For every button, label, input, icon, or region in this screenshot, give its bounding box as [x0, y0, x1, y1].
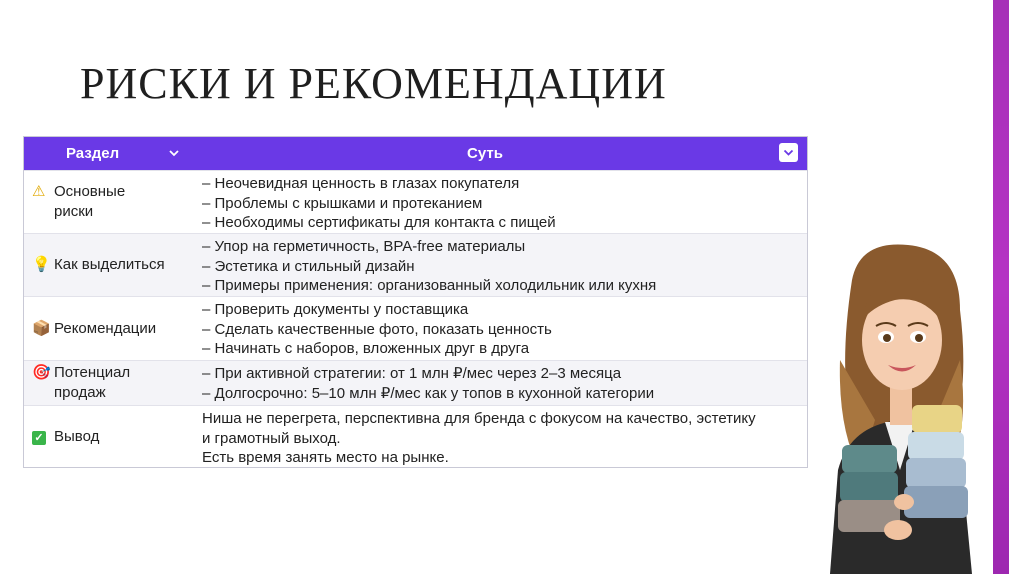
- check-icon: ✓: [32, 427, 50, 447]
- row-content: [202, 364, 654, 403]
- table-row: [24, 360, 807, 406]
- column-header-section[interactable]: Раздел: [66, 145, 120, 162]
- slide-title: РИСКИ И РЕКОМЕНДАЦИИ: [80, 59, 667, 108]
- content-line: – Неочевидная ценность в глазах покупателя: [202, 175, 520, 192]
- lightbulb-icon: 💡: [32, 256, 51, 273]
- content-line: Ниша не перегрета, перспективна для бренда с фокусом на качество, эстетику: [202, 410, 756, 427]
- content-line: – Сделать качественные фото, показать ценность: [202, 320, 552, 338]
- chevron-down-icon[interactable]: [167, 146, 181, 160]
- row-section: [32, 363, 154, 403]
- content-line: – Долгосрочно: 5–10 млн ₽/мес как у топов в кухонной категории: [202, 384, 655, 402]
- row-section: [32, 182, 154, 222]
- content-line: – Примеры применения: организованный холодильник или кухня: [202, 277, 657, 294]
- row-section: [32, 319, 156, 339]
- column-filter-button[interactable]: [779, 143, 798, 162]
- content-line: – Начинать с наборов, вложенных друг в друга: [202, 340, 530, 357]
- table-header: [24, 137, 807, 170]
- row-content: [202, 300, 552, 359]
- section-label: Основные риски: [54, 183, 126, 220]
- target-icon: 🎯: [32, 364, 51, 381]
- presenter-illustration: [800, 240, 1000, 574]
- content-line: – Упор на герметичность, BPA-free материалы: [202, 238, 526, 255]
- section-label: Как выделиться: [54, 256, 165, 273]
- content-line: – Необходимы сертификаты для контакта с пищей: [202, 214, 556, 231]
- warning-icon: ⚠: [32, 183, 46, 200]
- row-content: [202, 237, 656, 296]
- content-line: – Эстетика и стильный дизайн: [202, 257, 415, 275]
- content-line: – При активной стратегии: от 1 млн ₽/мес через 2–3 месяца: [202, 365, 622, 382]
- section-label: Вывод: [54, 428, 100, 445]
- row-section: [32, 427, 99, 447]
- table-row: [24, 233, 807, 297]
- section-label: Рекомендации: [54, 320, 157, 337]
- package-icon: 📦: [32, 320, 51, 337]
- table-row: [24, 405, 807, 468]
- table-row: [24, 296, 807, 361]
- content-line: – Проверить документы у поставщика: [202, 301, 469, 318]
- table-row: [24, 170, 807, 234]
- row-section: [32, 255, 165, 275]
- column-header-essence[interactable]: Суть: [467, 145, 503, 162]
- row-content: [202, 409, 756, 468]
- content-line: Есть время занять место на рынке.: [202, 449, 449, 466]
- section-label: Потенциал продаж: [54, 364, 131, 401]
- content-line: – Проблемы с крышками и протеканием: [202, 194, 483, 212]
- content-line: и грамотный выход.: [202, 429, 341, 447]
- row-content: [202, 174, 556, 233]
- chevron-down-icon: [782, 146, 795, 159]
- summary-table: [23, 136, 808, 468]
